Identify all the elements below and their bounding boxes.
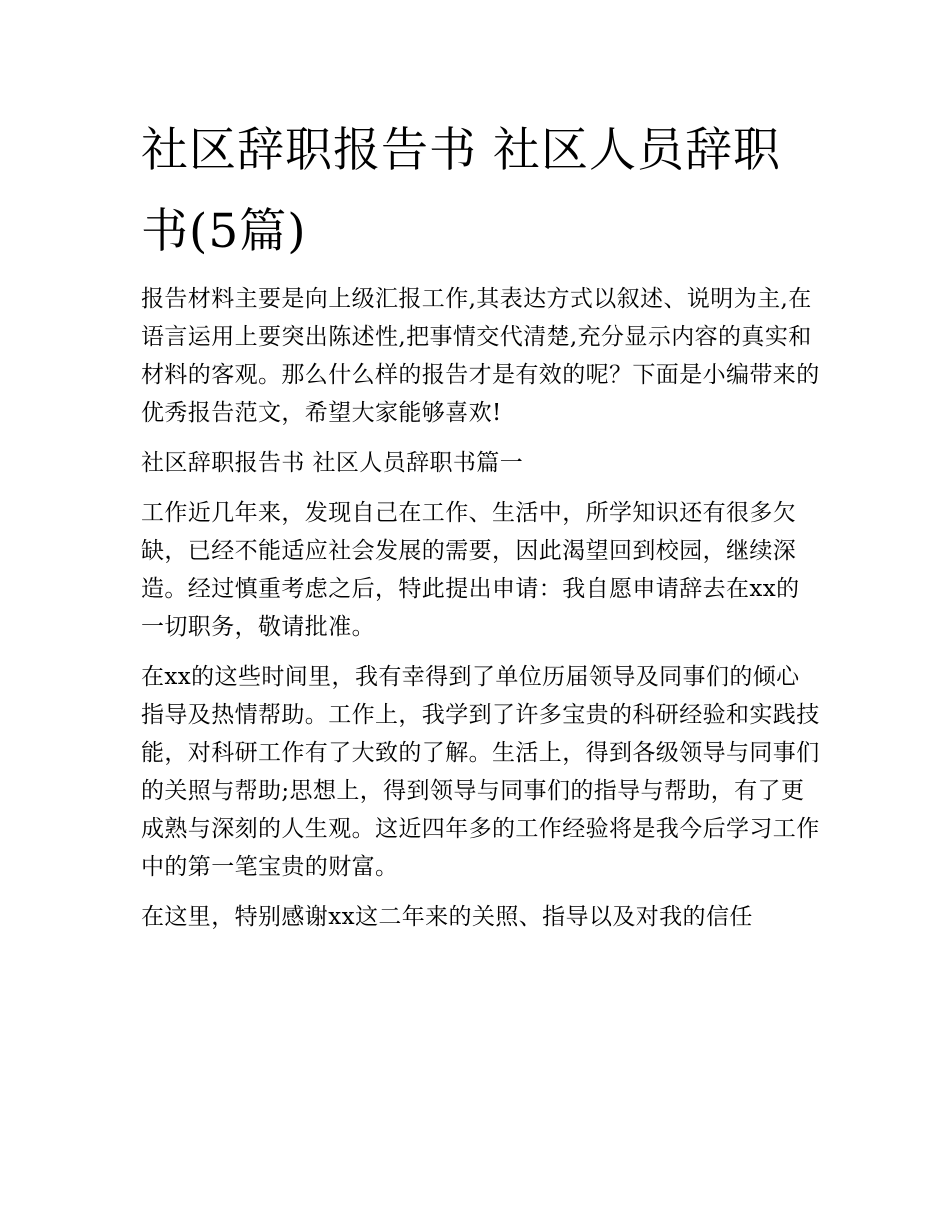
body-paragraph: 工作近几年来，发现自己在工作、生活中，所学知识还有很多欠缺，已经不能适应社会发展的需要，因此渴望回到校园，继续深造。经过慎重考虑之后，特此提出申请：我自愿申请辞去在xx的一切职务，敬请批准。 bbox=[141, 500, 800, 640]
body-paragraph: 在这里，特别感谢xx这二年来的关照、指导以及对我的信任 bbox=[141, 904, 753, 930]
section-heading: 社区辞职报告书 社区人员辞职书篇一 bbox=[141, 450, 524, 476]
document-page bbox=[141, 110, 821, 948]
body-paragraph: 在xx的这些时间里，我有幸得到了单位历届领导及同事们的倾心指导及热情帮助。工作上，我学到了许多宝贵的科研经验和实践技能，对科研工作有了大致的了解。生活上，得到各级领导与同事们的关照与帮助;思想上，得到领导与同事们的指导与帮助，有了更成熟与深刻的人生观。这近四年多的工作经验将是我今后学习工作中的第一笔宝贵的财富。 bbox=[141, 664, 820, 880]
document-title: 社区辞职报告书 社区人员辞职书(5篇) bbox=[141, 123, 781, 259]
intro-paragraph: 报告材料主要是向上级汇报工作,其表达方式以叙述、说明为主,在语言运用上要突出陈述性,把事情交代清楚,充分显示内容的真实和材料的客观。那么什么样的报告才是有效的呢？下面是小编带来的优秀报告范文，希望大家能够喜欢! bbox=[141, 286, 820, 426]
